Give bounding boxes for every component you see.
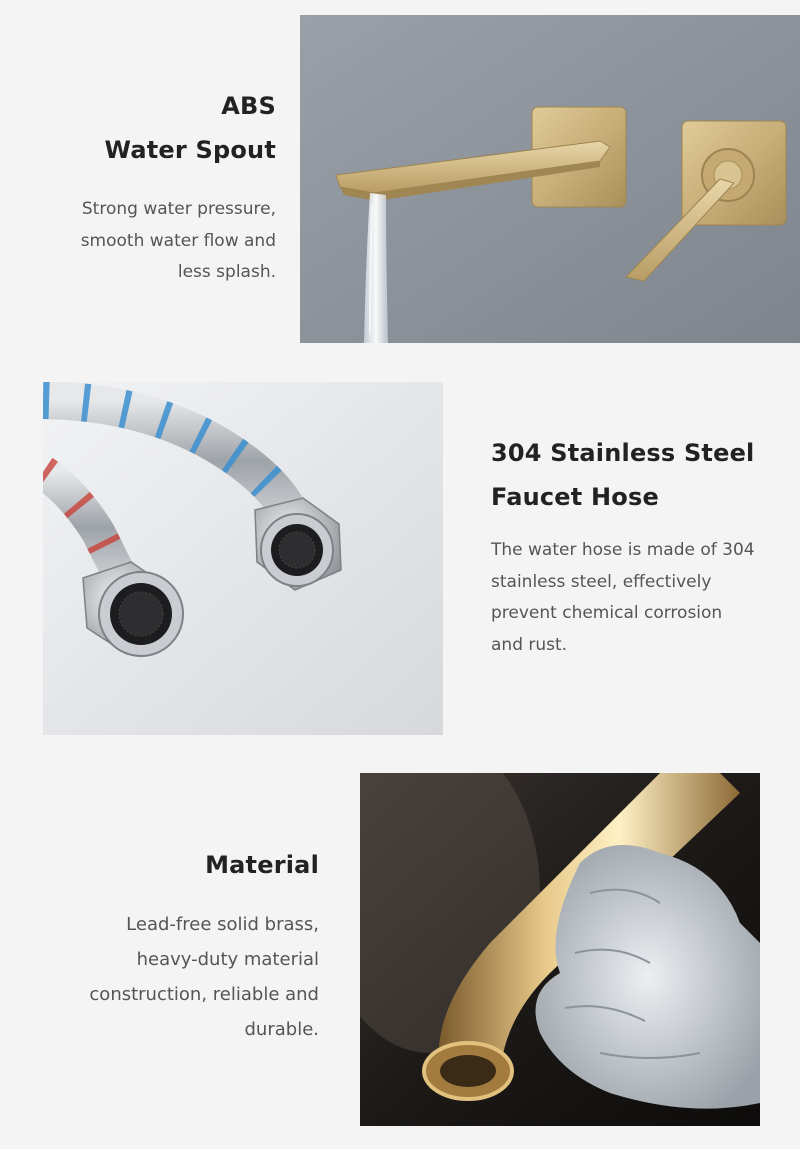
- feature-text-material: [19, 843, 319, 1047]
- feature-description-line: smooth water flow and: [80, 230, 276, 251]
- feature-section-hose: [0, 360, 800, 760]
- feature-description-line: heavy-duty material: [136, 949, 319, 970]
- feature-description-line: durable.: [244, 1019, 319, 1040]
- feature-description-line: construction, reliable and: [89, 984, 319, 1005]
- feature-title: [491, 431, 791, 519]
- faucet-illustration: [300, 15, 800, 343]
- feature-title-line: Faucet Hose: [491, 483, 659, 511]
- feature-section-material: [0, 760, 800, 1149]
- feature-title-line: ABS: [221, 92, 276, 120]
- brass-photo: [360, 773, 760, 1126]
- hose-illustration: [43, 382, 443, 735]
- feature-description-line: The water hose is made of 304: [491, 540, 755, 560]
- feature-description-line: and rust.: [491, 634, 568, 655]
- feature-description-line: prevent chemical corrosion: [491, 603, 723, 623]
- hose-photo: [43, 382, 443, 735]
- feature-description: [491, 535, 791, 661]
- faucet-photo: [300, 15, 800, 343]
- feature-description-line: Lead-free solid brass,: [126, 914, 319, 935]
- brass-illustration: [360, 773, 760, 1126]
- feature-description-line: stainless steel, effectively: [491, 571, 712, 592]
- feature-title-line: Water Spout: [104, 136, 276, 164]
- feature-title: [0, 84, 276, 172]
- feature-description-line: less splash.: [177, 262, 276, 282]
- feature-title: [19, 843, 319, 887]
- feature-text-hose: [491, 431, 791, 661]
- feature-description-line: Strong water pressure,: [81, 199, 276, 219]
- feature-title-line: 304 Stainless Steel: [491, 439, 755, 467]
- feature-section-spout: [0, 0, 800, 360]
- feature-title-line: Material: [205, 851, 319, 879]
- feature-text-spout: [0, 84, 276, 289]
- feature-description: [19, 907, 319, 1047]
- feature-description: [0, 194, 276, 289]
